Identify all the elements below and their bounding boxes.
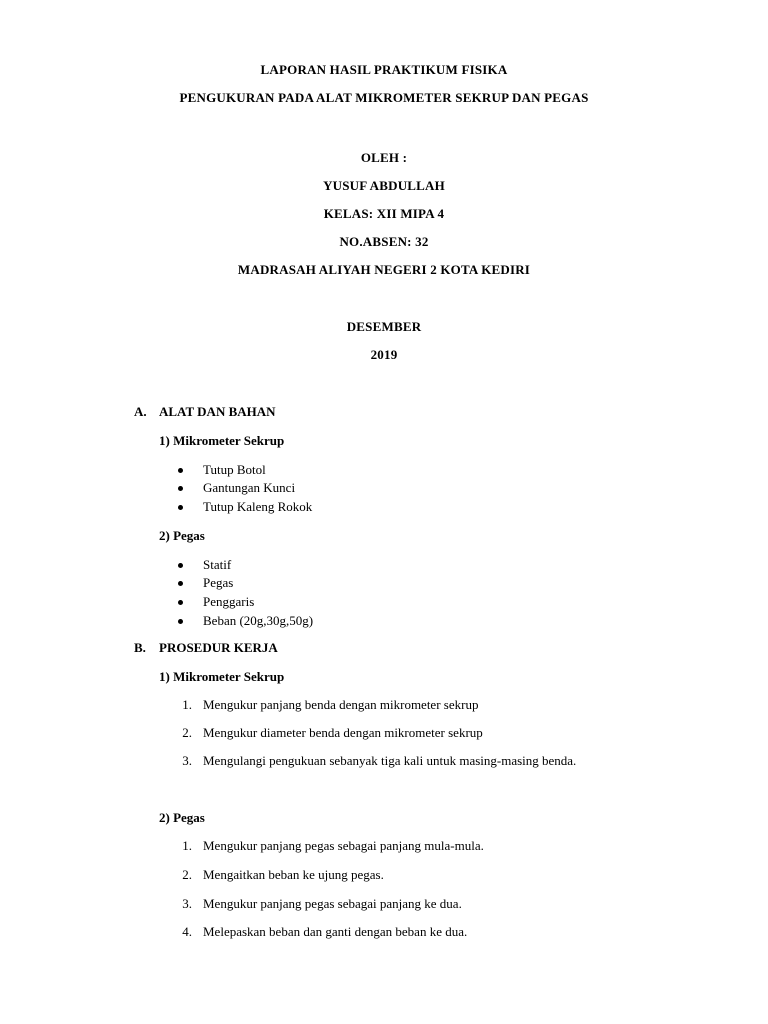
list-item: Mengulangi pengukuan sebanyak tiga kali untuk masing-masing benda. <box>203 753 577 768</box>
oleh-label: OLEH : <box>360 150 408 165</box>
bullet-icon <box>178 581 183 586</box>
bullet-icon <box>178 619 183 624</box>
list-item: Mengukur panjang benda dengan mikrometer sekrup <box>203 697 479 712</box>
list-number: 4. <box>182 924 192 939</box>
list-item: Mengukur panjang pegas sebagai panjang ke dua. <box>203 896 462 911</box>
list-item: Mengukur diameter benda dengan mikrometer sekrup <box>203 725 483 740</box>
list-item: Mengaitkan beban ke ujung pegas. <box>203 867 384 882</box>
list-item: Pegas <box>203 575 234 590</box>
bullet-icon <box>178 563 183 568</box>
section-a-marker: A. <box>134 404 147 419</box>
list-number: 2. <box>182 725 192 740</box>
list-item: Penggaris <box>203 594 255 609</box>
section-a-title: ALAT DAN BAHAN <box>159 404 276 419</box>
list-item: Gantungan Kunci <box>203 480 296 495</box>
bullet-icon <box>178 486 183 491</box>
list-number: 3. <box>182 753 192 768</box>
section-a-sub1-title: 1) Mikrometer Sekrup <box>159 433 285 448</box>
list-number: 3. <box>182 896 192 911</box>
list-item: Tutup Botol <box>203 462 266 477</box>
list-item: Tutup Kaleng Rokok <box>203 499 313 514</box>
list-item: Statif <box>203 557 232 572</box>
school-name: MADRASAH ALIYAH NEGERI 2 KOTA KEDIRI <box>237 262 531 277</box>
bullet-icon <box>178 505 183 510</box>
section-b-title: PROSEDUR KERJA <box>159 640 278 655</box>
list-item: Beban (20g,30g,50g) <box>203 613 314 628</box>
author-absen: NO.ABSEN: 32 <box>339 234 429 249</box>
list-item: Mengukur panjang pegas sebagai panjang mula-mula. <box>203 838 484 853</box>
section-b-sub2-title: 2) Pegas <box>159 810 205 825</box>
author-name: YUSUF ABDULLAH <box>323 178 445 193</box>
section-b-marker: B. <box>134 640 146 655</box>
list-number: 1. <box>182 697 192 712</box>
bullet-icon <box>178 468 183 473</box>
report-title: LAPORAN HASIL PRAKTIKUM FISIKA <box>260 62 508 77</box>
bullet-icon <box>178 600 183 605</box>
date-month: DESEMBER <box>346 319 422 334</box>
list-item: Melepaskan beban dan ganti dengan beban ke dua. <box>203 924 468 939</box>
section-b-sub1-title: 1) Mikrometer Sekrup <box>159 669 285 684</box>
list-number: 2. <box>182 867 192 882</box>
section-a-sub2-title: 2) Pegas <box>159 528 205 543</box>
report-subtitle: PENGUKURAN PADA ALAT MIKROMETER SEKRUP DAN PEGAS <box>179 90 589 105</box>
list-number: 1. <box>182 838 192 853</box>
author-class: KELAS: XII MIPA 4 <box>323 206 445 221</box>
date-year: 2019 <box>370 347 398 362</box>
